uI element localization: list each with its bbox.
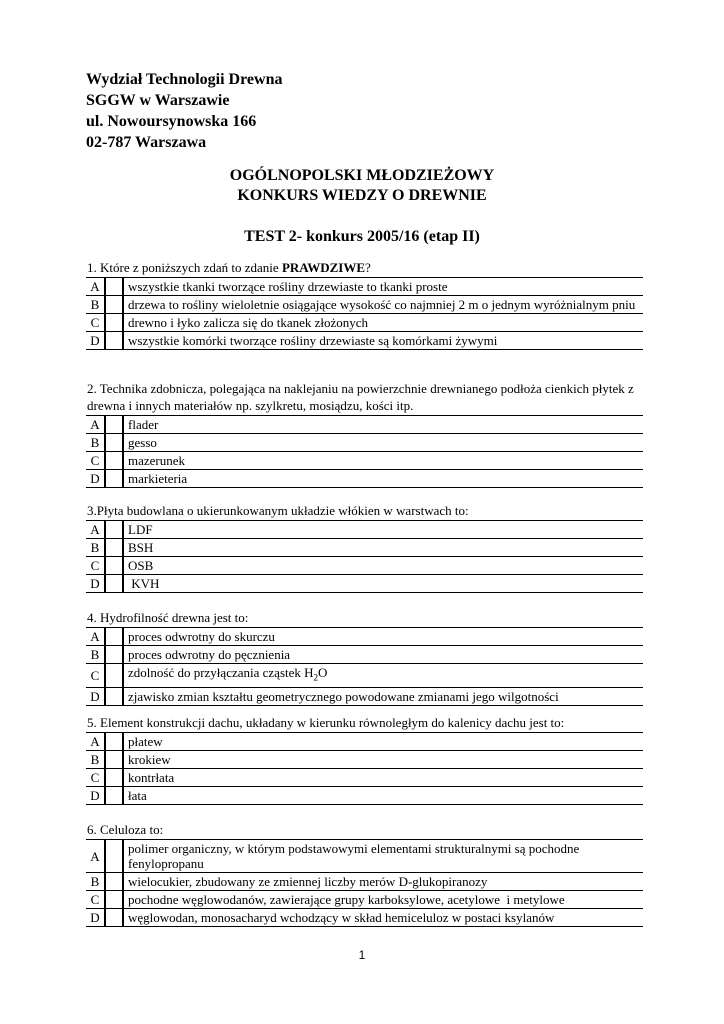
answer-letter: C — [86, 314, 105, 332]
answer-checkbox[interactable] — [105, 628, 123, 646]
question-5 — [86, 714, 643, 805]
answer-text: flader — [123, 416, 643, 434]
answer-letter: A — [86, 733, 105, 751]
answer-checkbox[interactable] — [105, 470, 123, 488]
answer-letter: C — [86, 452, 105, 470]
answer-checkbox[interactable] — [105, 521, 123, 539]
answer-row — [86, 557, 643, 575]
answer-letter: D — [86, 575, 105, 593]
answer-text: zdolność do przyłączania cząstek $H_2O$ — [123, 664, 643, 688]
answer-text: gesso — [123, 434, 643, 452]
answer-text: zjawisko zmian kształtu geometrycznego powodowane zmianami jego wilgotności — [123, 687, 643, 705]
answer-text: płatew — [123, 733, 643, 751]
question-1 — [86, 259, 643, 350]
answer-text: wszystkie tkanki tworzące rośliny drzewiaste to tkanki proste — [123, 278, 643, 296]
question-text: 5. Element konstrukcji dachu, układany w kierunku równoległym do kalenicy dachu jest to: — [87, 715, 565, 730]
answer-table — [86, 277, 643, 350]
answer-checkbox[interactable] — [105, 733, 123, 751]
answer-text: węglowodan, monosacharyd wchodzący w skład hemiceluloz w postaci ksylanów — [123, 909, 643, 927]
answer-text: proces odwrotny do skurczu — [123, 628, 643, 646]
answer-checkbox[interactable] — [105, 332, 123, 350]
answer-text: krokiew — [123, 751, 643, 769]
answer-letter: D — [86, 332, 105, 350]
answer-row — [86, 909, 643, 927]
answer-table — [86, 627, 643, 706]
title-line-2: KONKURS WIEDZY O DREWNIE — [237, 187, 487, 204]
answer-checkbox[interactable] — [105, 296, 123, 314]
institution-header — [86, 69, 282, 153]
answer-row — [86, 416, 643, 434]
answer-row — [86, 687, 643, 705]
answer-checkbox[interactable] — [105, 873, 123, 891]
answer-letter: D — [86, 909, 105, 927]
answer-letter: C — [86, 769, 105, 787]
answer-letter: A — [86, 521, 105, 539]
answer-checkbox[interactable] — [105, 769, 123, 787]
answer-row — [86, 278, 643, 296]
answer-letter: D — [86, 470, 105, 488]
question-2 — [86, 380, 643, 488]
answer-letter: A — [86, 278, 105, 296]
answer-row — [86, 664, 643, 688]
answer-text: mazerunek — [123, 452, 643, 470]
answer-text: drewno i łyko zalicza się do tkanek złożonych — [123, 314, 643, 332]
answer-checkbox[interactable] — [105, 646, 123, 664]
answer-row — [86, 452, 643, 470]
question-text: 4. Hydrofilność drewna jest to: — [87, 610, 249, 625]
answer-table — [86, 520, 643, 593]
answer-text: BSH — [123, 539, 643, 557]
answer-text: OSB — [123, 557, 643, 575]
answer-checkbox[interactable] — [105, 687, 123, 705]
answer-letter: C — [86, 664, 105, 688]
header-line-4: 02-787 Warszawa — [86, 134, 207, 151]
page-number: 1 — [358, 948, 366, 962]
answer-letter: B — [86, 539, 105, 557]
answer-text: drzewa to rośliny wieloletnie osiągające wysokość co najmniej 2 m o jednym wyróżnialnym pniu — [123, 296, 643, 314]
answer-checkbox[interactable] — [105, 314, 123, 332]
answer-row — [86, 539, 643, 557]
answer-letter: B — [86, 646, 105, 664]
question-6 — [86, 821, 643, 927]
answer-row — [86, 575, 643, 593]
question-text: 6. Celuloza to: — [87, 822, 164, 837]
answer-checkbox[interactable] — [105, 434, 123, 452]
answer-text: kontrłata — [123, 769, 643, 787]
answer-row — [86, 891, 643, 909]
answer-letter: B — [86, 873, 105, 891]
answer-row — [86, 840, 643, 873]
answer-text: markieteria — [123, 470, 643, 488]
question-text: 2. Technika zdobnicza, polegająca na naklejaniu na powierzchnie drewnianego podłoża cienkich płytek z drewna i innych materiałów np. szylkretu, mosiądzu, kości itp. — [87, 381, 634, 413]
answer-checkbox[interactable] — [105, 664, 123, 688]
answer-text: łata — [123, 787, 643, 805]
answer-row — [86, 873, 643, 891]
answer-row — [86, 751, 643, 769]
answer-text: pochodne węglowodanów, zawierające grupy karboksylowe, acetylowe i metylowe — [123, 891, 643, 909]
answer-letter: C — [86, 891, 105, 909]
answer-row — [86, 521, 643, 539]
answer-checkbox[interactable] — [105, 909, 123, 927]
answer-letter: B — [86, 751, 105, 769]
answer-letter: D — [86, 787, 105, 805]
answer-row — [86, 470, 643, 488]
contest-title — [0, 166, 724, 206]
answer-row — [86, 314, 643, 332]
question-text: 1. Które z poniższych zdań to zdanie PRAWDZIWE? — [87, 260, 371, 275]
answer-text: KVH — [123, 575, 643, 593]
question-4 — [86, 609, 643, 706]
answer-row — [86, 434, 643, 452]
answer-row — [86, 332, 643, 350]
answer-checkbox[interactable] — [105, 891, 123, 909]
answer-letter: B — [86, 434, 105, 452]
answer-letter: D — [86, 687, 105, 705]
answer-table — [86, 732, 643, 805]
answer-letter: A — [86, 628, 105, 646]
answer-checkbox[interactable] — [105, 416, 123, 434]
question-3 — [86, 502, 643, 593]
answer-row — [86, 787, 643, 805]
answer-letter: A — [86, 416, 105, 434]
answer-checkbox[interactable] — [105, 787, 123, 805]
answer-row — [86, 296, 643, 314]
answer-checkbox[interactable] — [105, 557, 123, 575]
answer-table — [86, 415, 643, 488]
header-line-2: SGGW w Warszawie — [86, 92, 230, 109]
answer-row — [86, 628, 643, 646]
answer-table — [86, 839, 643, 927]
answer-checkbox[interactable] — [105, 278, 123, 296]
answer-letter: B — [86, 296, 105, 314]
answer-text: proces odwrotny do pęcznienia — [123, 646, 643, 664]
answer-text: wielocukier, zbudowany ze zmiennej liczby merów D-glukopiranozy — [123, 873, 643, 891]
answer-text: LDF — [123, 521, 643, 539]
answer-checkbox[interactable] — [105, 840, 123, 873]
answer-row — [86, 646, 643, 664]
answer-checkbox[interactable] — [105, 539, 123, 557]
answer-letter: C — [86, 557, 105, 575]
answer-letter: A — [86, 840, 105, 873]
answer-text: wszystkie komórki tworzące rośliny drzewiaste są komórkami żywymi — [123, 332, 643, 350]
answer-checkbox[interactable] — [105, 751, 123, 769]
answer-checkbox[interactable] — [105, 575, 123, 593]
header-line-3: ul. Nowoursynowska 166 — [86, 113, 257, 130]
answer-row — [86, 769, 643, 787]
answer-text: polimer organiczny, w którym podstawowymi elementami strukturalnymi są pochodne fenylopropanu — [123, 840, 643, 873]
answer-checkbox[interactable] — [105, 452, 123, 470]
title-line-1: OGÓLNOPOLSKI MŁODZIEŻOWY — [229, 167, 495, 184]
question-text: 3.Płyta budowlana o ukierunkowanym układzie włókien w warstwach to: — [87, 503, 469, 518]
test-title: TEST 2- konkurs 2005/16 (etap II) — [244, 228, 480, 245]
header-line-1: Wydział Technologii Drewna — [86, 71, 283, 88]
answer-row — [86, 733, 643, 751]
